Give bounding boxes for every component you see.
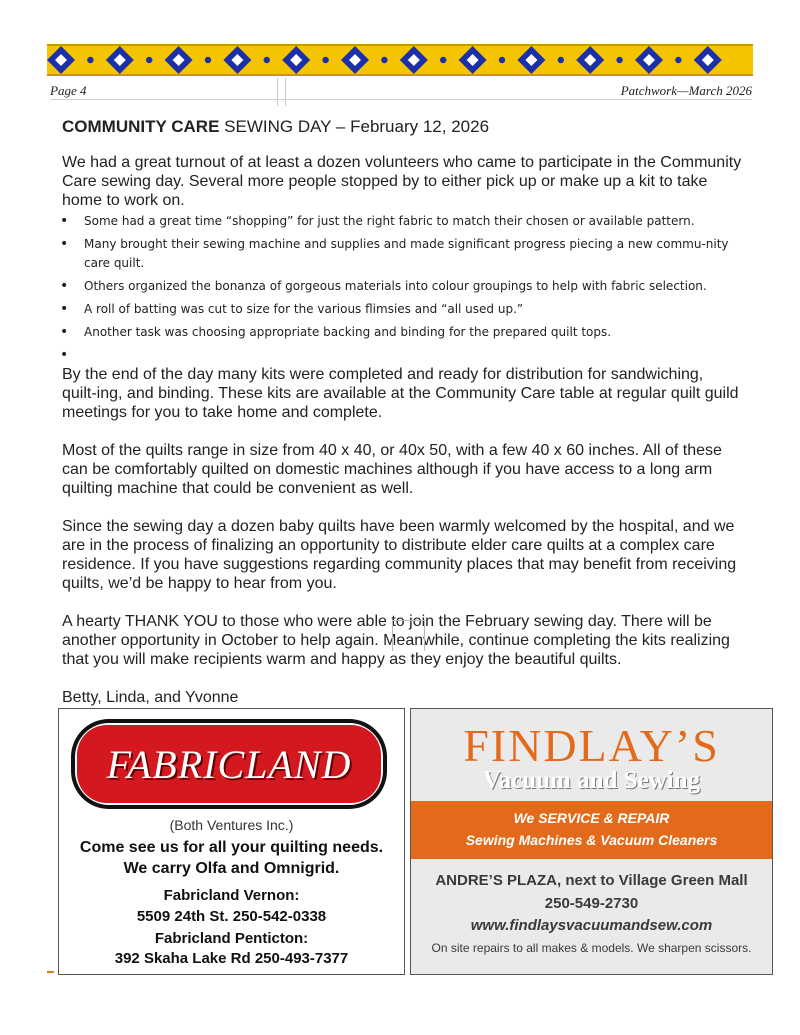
findlays-phone: 250-549-2730 bbox=[544, 895, 639, 912]
article-title bbox=[62, 117, 742, 137]
fabricland-store2-name: Fabricland Penticton: bbox=[154, 930, 309, 947]
fabricland-line2: We carry Olfa and Omnigrid. bbox=[123, 860, 340, 877]
banner-dot bbox=[264, 57, 270, 63]
article-title-rest: SEWING DAY – February 12, 2026 bbox=[219, 117, 490, 136]
paragraph-sizes: Most of the quilts range in size from 40 x 40, or 40x 50, with a few 40 x 60 inches. All of these can be comfortably quilted on domestic machines although if you have access to a long arm quilting machine that could be convenient as well. bbox=[62, 442, 722, 497]
findlays-location: ANDRE’S PLAZA, next to Village Green Mall bbox=[435, 872, 748, 889]
list-item: • Others organized the bonanza of gorgeous materials into colour groupings to help with fabric selection. bbox=[62, 277, 742, 296]
newsletter-title: Patchwork—March 2026 bbox=[620, 83, 752, 98]
fabricland-line1: Come see us for all your quilting needs. bbox=[79, 839, 384, 856]
findlays-website: www.findlaysvacuumandsew.com bbox=[470, 917, 713, 934]
paragraph-kits: By the end of the day many kits were completed and ready for distribution for sandwiching, quilt-ing, and binding. These kits are available at the Community Care table at regular quilt guild meetings for you to take home and complete. bbox=[62, 366, 739, 421]
findlays-service1: We SERVICE & REPAIR bbox=[513, 810, 670, 826]
fabricland-logo bbox=[71, 719, 387, 809]
empty-frame bbox=[392, 620, 425, 651]
findlays-subtitle: Vacuum and Sewing bbox=[482, 767, 701, 794]
fabricland-ad bbox=[58, 708, 405, 975]
banner-dot bbox=[616, 57, 622, 63]
list-item: • Another task was choosing appropriate backing and binding for the prepared quilt tops. bbox=[62, 323, 742, 342]
banner-dot bbox=[87, 57, 93, 63]
accent-mark bbox=[47, 971, 54, 973]
list-item: • Some had a great time “shopping” for just the right fabric to match their chosen or available pattern. bbox=[62, 212, 742, 231]
findlays-ad bbox=[410, 708, 773, 975]
article-intro: We had a great turnout of at least a dozen volunteers who came to participate in the Community Care sewing day. Several more people stopped by to either pick up or make up a kit to take home to work on. bbox=[62, 154, 742, 209]
list-item: • Many brought their sewing machine and supplies and made significant progress piecing a new commu-nity care quilt. bbox=[62, 235, 742, 273]
list-item: • A roll of batting was cut to size for the various flimsies and “all used up.” bbox=[62, 300, 742, 319]
banner-dot bbox=[675, 57, 681, 63]
findlays-service2: Sewing Machines & Vacuum Cleaners bbox=[465, 832, 718, 848]
fabricland-owner: (Both Ventures Inc.) bbox=[169, 817, 294, 833]
page-number: Page 4 bbox=[50, 83, 87, 98]
decorative-diamond-banner bbox=[47, 44, 753, 76]
article-title-bold: COMMUNITY CARE bbox=[62, 117, 220, 136]
findlays-title: FINDLAY’S bbox=[463, 720, 720, 771]
fabricland-store1-address: 5509 24th St. 250-542-0338 bbox=[136, 908, 327, 925]
fabricland-store2-address: 392 Skaha Lake Rd 250-493-7377 bbox=[114, 950, 349, 967]
banner-dot bbox=[322, 57, 328, 63]
findlays-service-band bbox=[411, 801, 772, 859]
header-divider bbox=[277, 78, 286, 106]
article bbox=[62, 117, 742, 707]
header-rule bbox=[50, 99, 752, 100]
fabricland-logo-text: FABRICLAND bbox=[106, 741, 352, 787]
findlays-tagline: On site repairs to all makes & models. We sharpen scissors. bbox=[431, 941, 752, 955]
paragraph-distribution: Since the sewing day a dozen baby quilts have been warmly welcomed by the hospital, and we are in the process of finalizing an opportunity to distribute elder care quilts at a complex care residence. If you have suggestions regarding community places that may benefit from receiving quilts, we’d be happy to hear from you. bbox=[62, 518, 737, 592]
banner-dot bbox=[440, 57, 446, 63]
banner-dot bbox=[558, 57, 564, 63]
paragraph-thanks: A hearty THANK YOU to those who were able to join the February sewing day. There will be another opportunity in October to help again. Meanwhile, continue completing the kits realizing that you will make recipients warm and happy as they enjoy the beautiful quilts. bbox=[62, 613, 730, 668]
empty-list-item bbox=[62, 346, 742, 365]
banner-dot bbox=[205, 57, 211, 63]
fabricland-store1-name: Fabricland Vernon: bbox=[163, 887, 300, 904]
activity-list bbox=[62, 212, 742, 365]
signature: Betty, Linda, and Yvonne bbox=[62, 689, 239, 706]
banner-dot bbox=[499, 57, 505, 63]
banner-dot bbox=[146, 57, 152, 63]
banner-dot bbox=[381, 57, 387, 63]
